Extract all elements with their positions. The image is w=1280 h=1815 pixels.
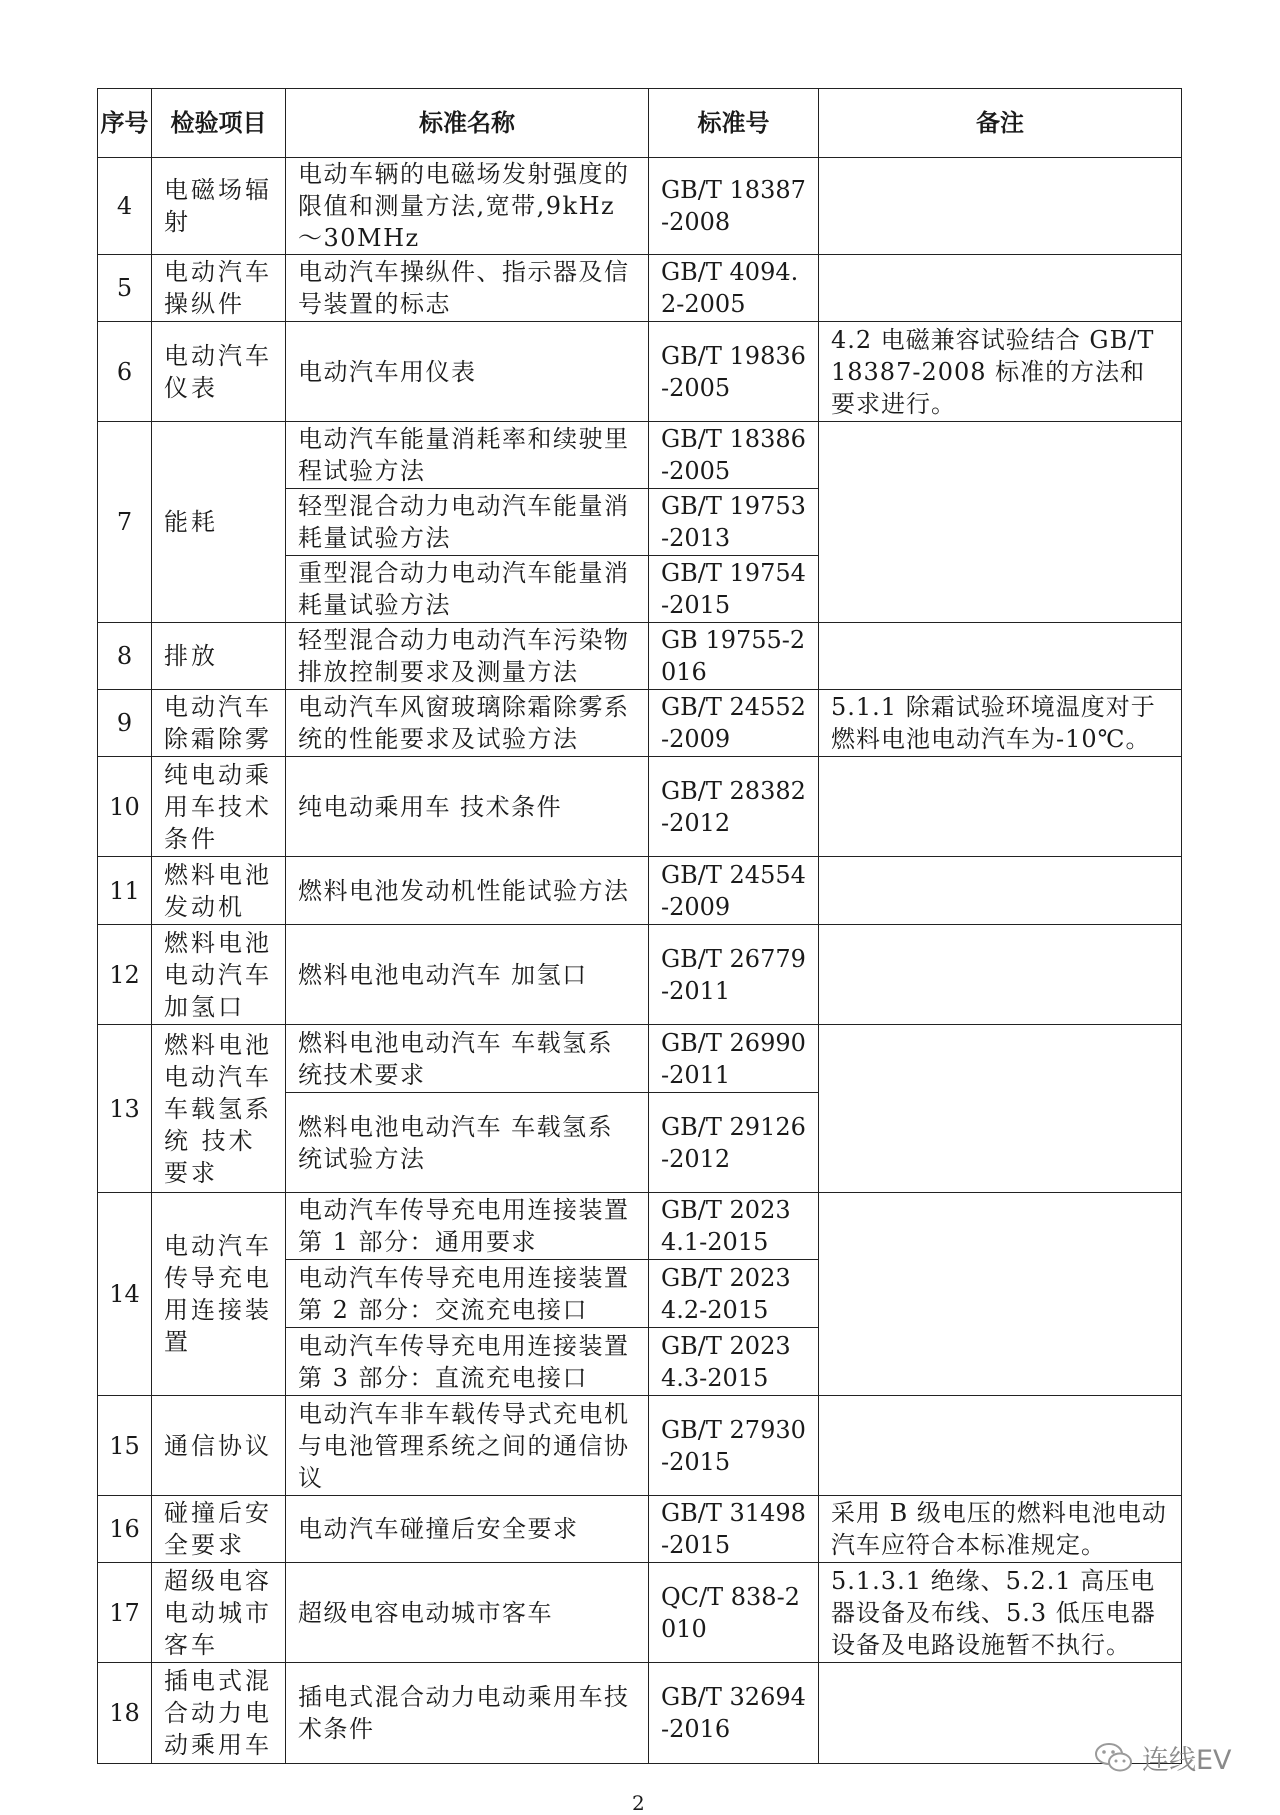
table-row (98, 1025, 1182, 1093)
row-number: 4 (98, 158, 152, 255)
inspection-item: 燃料电池电动汽车加氢口 (152, 925, 286, 1025)
standard-number: GB/T 4094.2-2005 (649, 255, 819, 322)
row-number: 18 (98, 1663, 152, 1764)
row-number: 13 (98, 1025, 152, 1193)
remark (819, 757, 1182, 857)
header-name: 标准名称 (286, 89, 649, 158)
standard-name: 燃料电池电动汽车 车载氢系统技术要求 (286, 1025, 649, 1093)
table-row (98, 857, 1182, 925)
standard-number: GB/T 26779-2011 (649, 925, 819, 1025)
standard-name: 电动汽车风窗玻璃除霜除雾系统的性能要求及试验方法 (286, 690, 649, 757)
standard-name: 纯电动乘用车 技术条件 (286, 757, 649, 857)
row-number: 9 (98, 690, 152, 757)
standard-name: 电动汽车碰撞后安全要求 (286, 1496, 649, 1563)
standard-name: 电动汽车传导充电用连接装置第 3 部分：直流充电接口 (286, 1328, 649, 1396)
standard-number: GB/T 19754-2015 (649, 556, 819, 623)
inspection-item: 电动汽车仪表 (152, 322, 286, 422)
remark: 采用 B 级电压的燃料电池电动汽车应符合本标准规定。 (819, 1496, 1182, 1563)
standard-name: 电动汽车能量消耗率和续驶里程试验方法 (286, 422, 649, 489)
inspection-item: 超级电容电动城市客车 (152, 1563, 286, 1663)
table-row (98, 1193, 1182, 1260)
inspection-item: 电动汽车除霜除雾 (152, 690, 286, 757)
standard-name: 电动车辆的电磁场发射强度的限值和测量方法,宽带,9kHz～30MHz (286, 158, 649, 255)
table-body (98, 158, 1182, 1764)
table-row (98, 255, 1182, 322)
header-std: 标准号 (649, 89, 819, 158)
standard-number: GB/T 32694-2016 (649, 1663, 819, 1764)
row-number: 16 (98, 1496, 152, 1563)
standard-number: GB/T 26990-2011 (649, 1025, 819, 1093)
standard-name: 超级电容电动城市客车 (286, 1563, 649, 1663)
standard-number: GB/T 28382-2012 (649, 757, 819, 857)
standard-number: GB/T 24552-2009 (649, 690, 819, 757)
standard-name: 轻型混合动力电动汽车污染物排放控制要求及测量方法 (286, 623, 649, 690)
inspection-item: 燃料电池电动汽车车载氢系统 技术要求 (152, 1025, 286, 1193)
standard-number: GB/T 31498-2015 (649, 1496, 819, 1563)
table-row (98, 422, 1182, 489)
header-no: 序号 (98, 89, 152, 158)
row-number: 5 (98, 255, 152, 322)
standard-name: 电动汽车用仪表 (286, 322, 649, 422)
header-note: 备注 (819, 89, 1182, 158)
table-row (98, 1563, 1182, 1663)
remark (819, 255, 1182, 322)
inspection-item: 电动汽车操纵件 (152, 255, 286, 322)
row-number: 6 (98, 322, 152, 422)
remark (819, 925, 1182, 1025)
inspection-item: 燃料电池发动机 (152, 857, 286, 925)
wechat-icon (1094, 1742, 1134, 1774)
table-row (98, 925, 1182, 1025)
standard-name: 燃料电池电动汽车 加氢口 (286, 925, 649, 1025)
row-number: 15 (98, 1396, 152, 1496)
remark (819, 857, 1182, 925)
standard-number: GB/T 18386-2005 (649, 422, 819, 489)
remark (819, 623, 1182, 690)
table-row (98, 1663, 1182, 1764)
standard-number: GB 19755-2016 (649, 623, 819, 690)
standards-table (97, 88, 1182, 1764)
remark (819, 1025, 1182, 1193)
standard-number: GB/T 20234.1-2015 (649, 1193, 819, 1260)
header-item: 检验项目 (152, 89, 286, 158)
inspection-item: 碰撞后安全要求 (152, 1496, 286, 1563)
remark (819, 158, 1182, 255)
remark: 4.2 电磁兼容试验结合 GB/T 18387-2008 标准的方法和要求进行。 (819, 322, 1182, 422)
standard-name: 电动汽车非车载传导式充电机与电池管理系统之间的通信协议 (286, 1396, 649, 1496)
table-row (98, 1396, 1182, 1496)
standard-name: 电动汽车传导充电用连接装置第 2 部分：交流充电接口 (286, 1260, 649, 1328)
standard-name: 插电式混合动力电动乘用车技术条件 (286, 1663, 649, 1764)
inspection-item: 通信协议 (152, 1396, 286, 1496)
inspection-item: 电动汽车传导充电用连接装置 (152, 1193, 286, 1396)
table-row (98, 690, 1182, 757)
remark (819, 1396, 1182, 1496)
standard-number: GB/T 19836-2005 (649, 322, 819, 422)
table-row (98, 757, 1182, 857)
inspection-item: 能耗 (152, 422, 286, 623)
standard-number: GB/T 24554-2009 (649, 857, 819, 925)
standard-name: 燃料电池发动机性能试验方法 (286, 857, 649, 925)
inspection-item: 电磁场辐射 (152, 158, 286, 255)
page-number: 2 (632, 1791, 645, 1815)
row-number: 14 (98, 1193, 152, 1396)
table-header-row (98, 89, 1182, 158)
table-row (98, 623, 1182, 690)
standard-number: QC/T 838-2010 (649, 1563, 819, 1663)
row-number: 17 (98, 1563, 152, 1663)
table-row (98, 158, 1182, 255)
remark: 5.1.1 除霜试验环境温度对于燃料电池电动汽车为-10℃。 (819, 690, 1182, 757)
standard-number: GB/T 20234.2-2015 (649, 1260, 819, 1328)
standard-name: 电动汽车传导充电用连接装置第 1 部分：通用要求 (286, 1193, 649, 1260)
table-row (98, 1496, 1182, 1563)
standards-sheet (97, 88, 1182, 1764)
row-number: 11 (98, 857, 152, 925)
standard-number: GB/T 27930-2015 (649, 1396, 819, 1496)
table-row (98, 322, 1182, 422)
remark (819, 422, 1182, 623)
remark: 5.1.3.1 绝缘、5.2.1 高压电器设备及布线、5.3 低压电器设备及电路设施暂不执行。 (819, 1563, 1182, 1663)
standard-name: 电动汽车操纵件、指示器及信号装置的标志 (286, 255, 649, 322)
standard-number: GB/T 19753-2013 (649, 489, 819, 556)
watermark (1094, 1738, 1232, 1777)
standard-name: 重型混合动力电动汽车能量消耗量试验方法 (286, 556, 649, 623)
standard-number: GB/T 29126-2012 (649, 1093, 819, 1193)
row-number: 8 (98, 623, 152, 690)
standard-name: 轻型混合动力电动汽车能量消耗量试验方法 (286, 489, 649, 556)
watermark-text: 连线EV (1142, 1745, 1232, 1776)
standard-name: 燃料电池电动汽车 车载氢系统试验方法 (286, 1093, 649, 1193)
row-number: 10 (98, 757, 152, 857)
inspection-item: 插电式混合动力电动乘用车 (152, 1663, 286, 1764)
row-number: 12 (98, 925, 152, 1025)
inspection-item: 排放 (152, 623, 286, 690)
row-number: 7 (98, 422, 152, 623)
inspection-item: 纯电动乘用车技术条件 (152, 757, 286, 857)
standard-number: GB/T 20234.3-2015 (649, 1328, 819, 1396)
standard-number: GB/T 18387-2008 (649, 158, 819, 255)
remark (819, 1193, 1182, 1396)
